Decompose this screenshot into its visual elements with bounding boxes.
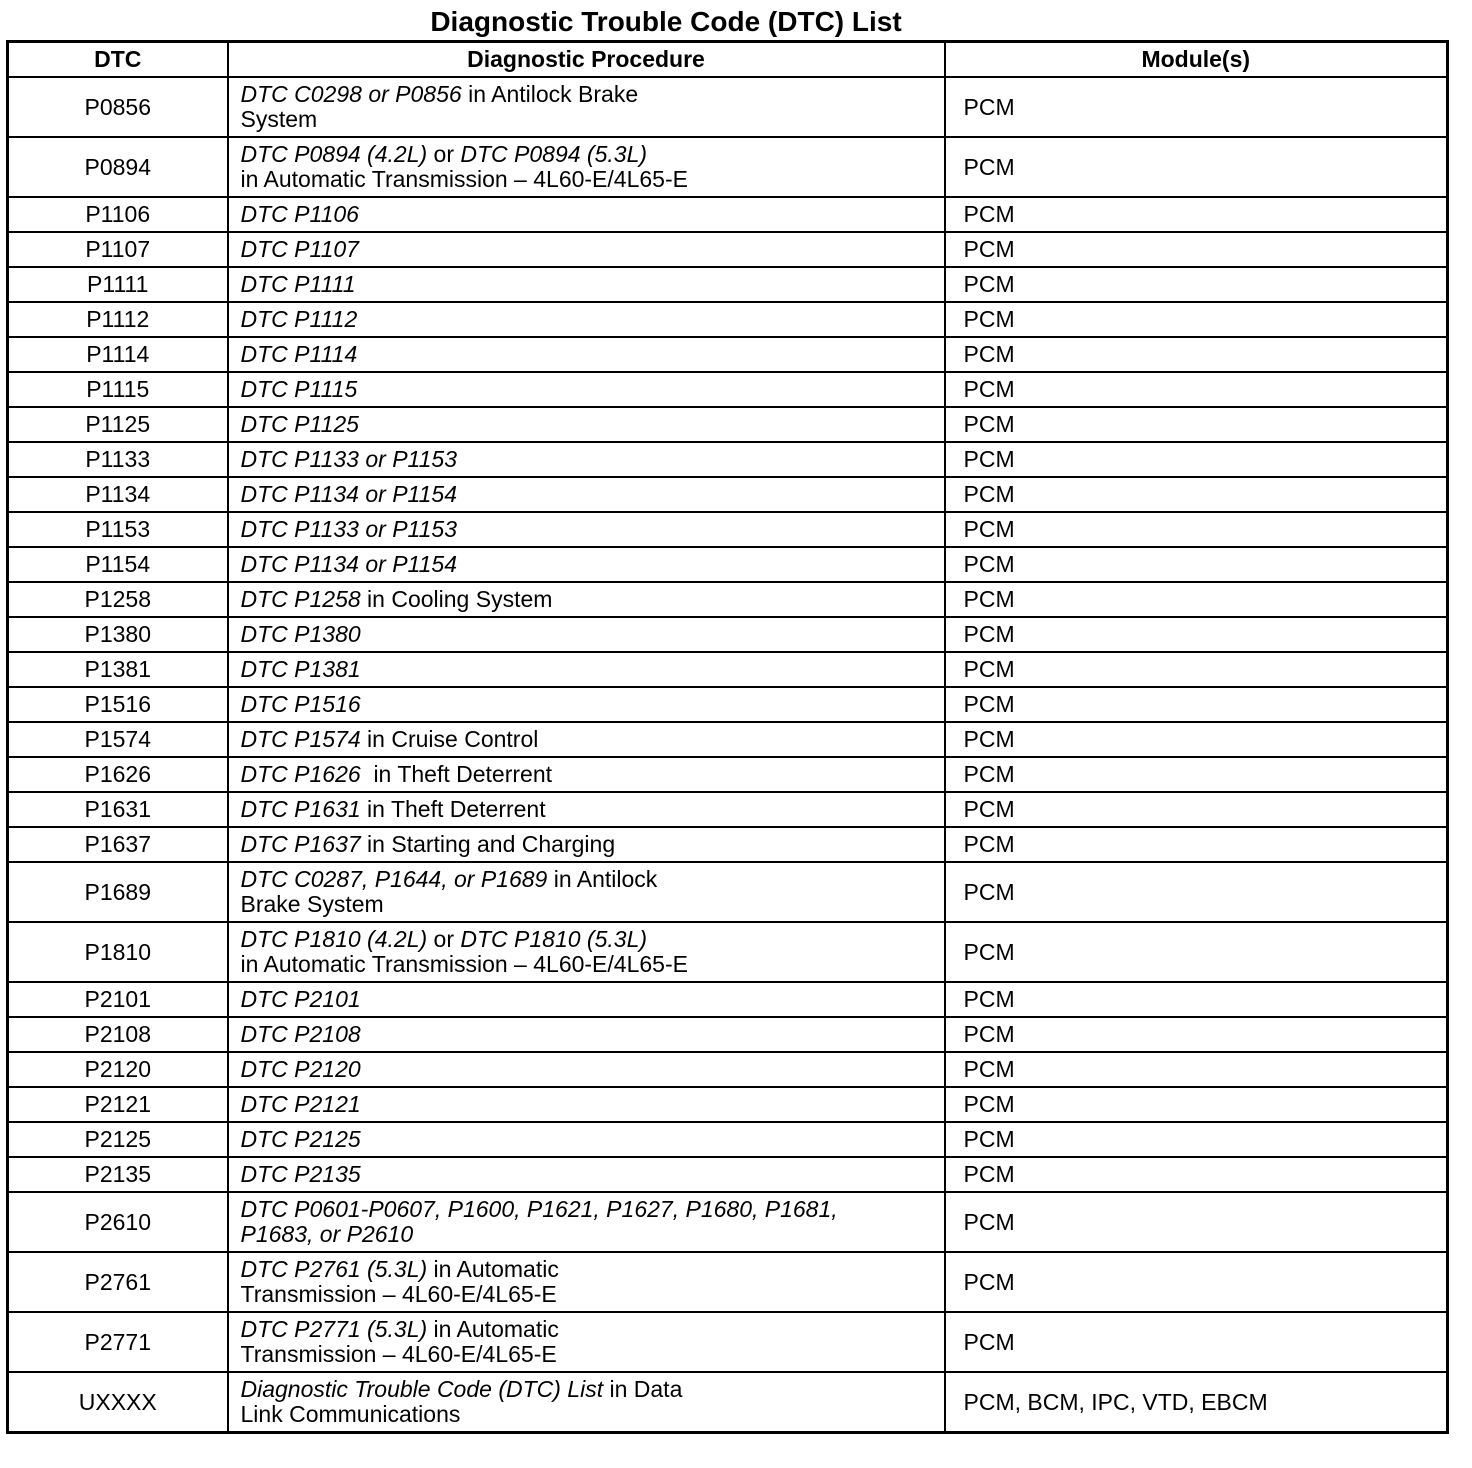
procedure-cell bbox=[228, 232, 945, 267]
procedure-text: Brake System bbox=[240, 891, 384, 917]
table-row bbox=[8, 1157, 1448, 1192]
modules-cell: PCM bbox=[945, 827, 1448, 862]
modules-cell: PCM bbox=[945, 477, 1448, 512]
procedure-text: Transmission – 4L60-E/4L65-E bbox=[240, 1341, 557, 1367]
page-title: Diagnostic Trouble Code (DTC) List bbox=[430, 6, 902, 37]
procedure-cell bbox=[228, 267, 945, 302]
procedure-text: in Antilock bbox=[547, 866, 658, 892]
procedure-reference-text: P1683, or P2610 bbox=[240, 1221, 414, 1247]
table-row bbox=[8, 512, 1448, 547]
dtc-code-cell: P1133 bbox=[8, 442, 228, 477]
dtc-code-cell: P1114 bbox=[8, 337, 228, 372]
table-row bbox=[8, 477, 1448, 512]
dtc-code-cell: P1153 bbox=[8, 512, 228, 547]
procedure-cell bbox=[228, 922, 945, 982]
modules-cell: PCM bbox=[945, 232, 1448, 267]
dtc-table bbox=[6, 40, 1449, 1434]
procedure-cell bbox=[228, 1087, 945, 1122]
procedure-reference-text: DTC P1810 (5.3L) bbox=[460, 926, 648, 952]
modules-cell: PCM bbox=[945, 982, 1448, 1017]
modules-cell: PCM bbox=[945, 687, 1448, 722]
procedure-reference-text: DTC P2101 bbox=[240, 986, 361, 1012]
procedure-cell bbox=[228, 1192, 945, 1252]
procedure-reference-text: DTC P2121 bbox=[240, 1091, 361, 1117]
procedure-cell bbox=[228, 302, 945, 337]
dtc-code-cell: P2121 bbox=[8, 1087, 228, 1122]
procedure-cell bbox=[228, 372, 945, 407]
table-row bbox=[8, 77, 1448, 137]
procedure-reference-text: DTC P2125 bbox=[240, 1126, 361, 1152]
procedure-text: in Automatic bbox=[427, 1316, 559, 1342]
table-row bbox=[8, 407, 1448, 442]
dtc-code-cell: P0894 bbox=[8, 137, 228, 197]
modules-cell: PCM bbox=[945, 1312, 1448, 1372]
procedure-cell bbox=[228, 617, 945, 652]
dtc-code-cell: UXXXX bbox=[8, 1372, 228, 1433]
modules-cell: PCM bbox=[945, 267, 1448, 302]
procedure-cell bbox=[228, 722, 945, 757]
dtc-code-cell: P0856 bbox=[8, 77, 228, 137]
table-row bbox=[8, 1252, 1448, 1312]
procedure-cell bbox=[228, 757, 945, 792]
table-row bbox=[8, 372, 1448, 407]
table-row bbox=[8, 137, 1448, 197]
modules-cell: PCM bbox=[945, 1122, 1448, 1157]
procedure-reference-text: DTC P1125 bbox=[240, 411, 359, 437]
procedure-reference-text: DTC P1631 bbox=[240, 796, 361, 822]
procedure-reference-text: DTC P1107 bbox=[240, 236, 359, 262]
procedure-cell bbox=[228, 137, 945, 197]
procedure-cell bbox=[228, 77, 945, 137]
table-row bbox=[8, 862, 1448, 922]
procedure-cell bbox=[228, 1372, 945, 1433]
procedure-text: Transmission – 4L60-E/4L65-E bbox=[240, 1281, 557, 1307]
procedure-text: in Antilock Brake bbox=[461, 81, 639, 107]
procedure-cell bbox=[228, 1017, 945, 1052]
procedure-cell bbox=[228, 512, 945, 547]
table-row bbox=[8, 617, 1448, 652]
dtc-code-cell: P1125 bbox=[8, 407, 228, 442]
modules-cell: PCM bbox=[945, 792, 1448, 827]
header-modules: Module(s) bbox=[945, 42, 1448, 78]
procedure-cell bbox=[228, 1252, 945, 1312]
procedure-cell bbox=[228, 442, 945, 477]
procedure-cell bbox=[228, 477, 945, 512]
modules-cell: PCM bbox=[945, 512, 1448, 547]
table-row bbox=[8, 1052, 1448, 1087]
procedure-text: in Starting and Charging bbox=[360, 831, 616, 857]
procedure-cell bbox=[228, 337, 945, 372]
procedure-text: in Cruise Control bbox=[360, 726, 539, 752]
procedure-cell bbox=[228, 197, 945, 232]
dtc-code-cell: P1154 bbox=[8, 547, 228, 582]
procedure-text: in Automatic Transmission – 4L60-E/4L65-E bbox=[240, 166, 688, 192]
modules-cell: PCM bbox=[945, 372, 1448, 407]
modules-cell: PCM bbox=[945, 757, 1448, 792]
table-row bbox=[8, 302, 1448, 337]
procedure-reference-text: DTC P1115 bbox=[240, 376, 358, 402]
procedure-reference-text: DTC P1112 bbox=[240, 306, 358, 332]
dtc-code-cell: P1626 bbox=[8, 757, 228, 792]
dtc-code-cell: P2120 bbox=[8, 1052, 228, 1087]
modules-cell: PCM bbox=[945, 652, 1448, 687]
dtc-code-cell: P2761 bbox=[8, 1252, 228, 1312]
table-row bbox=[8, 1087, 1448, 1122]
procedure-reference-text: DTC P1134 or P1154 bbox=[240, 481, 457, 507]
procedure-reference-text: DTC P1134 or P1154 bbox=[240, 551, 457, 577]
modules-cell: PCM bbox=[945, 1052, 1448, 1087]
dtc-code-cell: P1810 bbox=[8, 922, 228, 982]
procedure-reference-text: DTC P2771 (5.3L) bbox=[240, 1316, 428, 1342]
procedure-cell bbox=[228, 1312, 945, 1372]
procedure-reference-text: DTC P1111 bbox=[240, 271, 356, 297]
procedure-cell bbox=[228, 652, 945, 687]
procedure-reference-text: DTC P1381 bbox=[240, 656, 361, 682]
modules-cell: PCM bbox=[945, 862, 1448, 922]
procedure-cell bbox=[228, 1122, 945, 1157]
procedure-reference-text: DTC P1810 (4.2L) bbox=[240, 926, 428, 952]
procedure-text: or bbox=[427, 141, 461, 167]
dtc-code-cell: P1689 bbox=[8, 862, 228, 922]
dtc-code-cell: P1106 bbox=[8, 197, 228, 232]
procedure-cell bbox=[228, 407, 945, 442]
modules-cell: PCM, BCM, IPC, VTD, EBCM bbox=[945, 1372, 1448, 1433]
modules-cell: PCM bbox=[945, 617, 1448, 652]
procedure-text: in Cooling System bbox=[360, 586, 553, 612]
procedure-reference-text: DTC P0894 (4.2L) bbox=[240, 141, 428, 167]
procedure-cell bbox=[228, 827, 945, 862]
procedure-reference-text: DTC P1380 bbox=[240, 621, 361, 647]
table-row bbox=[8, 337, 1448, 372]
procedure-cell bbox=[228, 1052, 945, 1087]
modules-cell: PCM bbox=[945, 1017, 1448, 1052]
procedure-reference-text: DTC P2108 bbox=[240, 1021, 361, 1047]
table-row bbox=[8, 1312, 1448, 1372]
procedure-cell bbox=[228, 582, 945, 617]
procedure-reference-text: DTC P1574 bbox=[240, 726, 361, 752]
table-row bbox=[8, 1122, 1448, 1157]
table-row bbox=[8, 582, 1448, 617]
procedure-text: in Automatic bbox=[427, 1256, 559, 1282]
dtc-code-cell: P1631 bbox=[8, 792, 228, 827]
modules-cell: PCM bbox=[945, 582, 1448, 617]
dtc-code-cell: P2125 bbox=[8, 1122, 228, 1157]
modules-cell: PCM bbox=[945, 407, 1448, 442]
procedure-reference-text: DTC P2761 (5.3L) bbox=[240, 1256, 428, 1282]
procedure-reference-text: DTC P1626 bbox=[240, 761, 361, 787]
procedure-cell bbox=[228, 1157, 945, 1192]
procedure-cell bbox=[228, 982, 945, 1017]
table-row bbox=[8, 922, 1448, 982]
table-body bbox=[8, 77, 1448, 1433]
dtc-code-cell: P1516 bbox=[8, 687, 228, 722]
table-row bbox=[8, 442, 1448, 477]
dtc-code-cell: P1380 bbox=[8, 617, 228, 652]
procedure-reference-text: DTC C0298 or P0856 bbox=[240, 81, 462, 107]
procedure-cell bbox=[228, 687, 945, 722]
procedure-reference-text: DTC P0894 (5.3L) bbox=[460, 141, 648, 167]
dtc-code-cell: P2108 bbox=[8, 1017, 228, 1052]
table-row bbox=[8, 827, 1448, 862]
dtc-code-cell: P1381 bbox=[8, 652, 228, 687]
procedure-reference-text: DTC P1133 or P1153 bbox=[240, 516, 457, 542]
procedure-reference-text: DTC P1106 bbox=[240, 201, 359, 227]
modules-cell: PCM bbox=[945, 1252, 1448, 1312]
modules-cell: PCM bbox=[945, 922, 1448, 982]
dtc-code-cell: P1134 bbox=[8, 477, 228, 512]
table-row bbox=[8, 722, 1448, 757]
dtc-code-cell: P2135 bbox=[8, 1157, 228, 1192]
modules-cell: PCM bbox=[945, 1087, 1448, 1122]
procedure-text: in Data bbox=[603, 1376, 683, 1402]
procedure-text: or bbox=[427, 926, 461, 952]
dtc-code-cell: P1107 bbox=[8, 232, 228, 267]
modules-cell: PCM bbox=[945, 197, 1448, 232]
table-row bbox=[8, 757, 1448, 792]
procedure-reference-text: DTC P1637 bbox=[240, 831, 361, 857]
modules-cell: PCM bbox=[945, 302, 1448, 337]
dtc-code-cell: P2101 bbox=[8, 982, 228, 1017]
procedure-reference-text: DTC P2135 bbox=[240, 1161, 361, 1187]
table-row bbox=[8, 267, 1448, 302]
procedure-reference-text: DTC P0601-P0607, P1600, P1621, P1627, P1680, P1681, bbox=[240, 1196, 838, 1222]
dtc-code-cell: P1258 bbox=[8, 582, 228, 617]
table-row bbox=[8, 652, 1448, 687]
modules-cell: PCM bbox=[945, 137, 1448, 197]
table-row bbox=[8, 1192, 1448, 1252]
dtc-code-cell: P1637 bbox=[8, 827, 228, 862]
table-row bbox=[8, 687, 1448, 722]
header-dtc: DTC bbox=[8, 42, 228, 78]
dtc-code-cell: P2610 bbox=[8, 1192, 228, 1252]
table-row bbox=[8, 197, 1448, 232]
table-row bbox=[8, 1372, 1448, 1433]
modules-cell: PCM bbox=[945, 547, 1448, 582]
dtc-code-cell: P1112 bbox=[8, 302, 228, 337]
procedure-cell bbox=[228, 792, 945, 827]
procedure-cell bbox=[228, 547, 945, 582]
procedure-text: in Theft Deterrent bbox=[360, 796, 546, 822]
table-row bbox=[8, 1017, 1448, 1052]
modules-cell: PCM bbox=[945, 337, 1448, 372]
procedure-reference-text: DTC P2120 bbox=[240, 1056, 361, 1082]
procedure-reference-text: DTC P1133 or P1153 bbox=[240, 446, 457, 472]
procedure-text: in Theft Deterrent bbox=[360, 761, 553, 787]
modules-cell: PCM bbox=[945, 1192, 1448, 1252]
modules-cell: PCM bbox=[945, 442, 1448, 477]
dtc-code-cell: P1574 bbox=[8, 722, 228, 757]
procedure-text: Link Communications bbox=[240, 1401, 461, 1427]
dtc-code-cell: P1115 bbox=[8, 372, 228, 407]
table-row bbox=[8, 547, 1448, 582]
procedure-text: System bbox=[240, 106, 318, 132]
procedure-text: in Automatic Transmission – 4L60-E/4L65-E bbox=[240, 951, 688, 977]
procedure-reference-text: DTC C0287, P1644, or P1689 bbox=[240, 866, 548, 892]
table-row bbox=[8, 232, 1448, 267]
dtc-code-cell: P2771 bbox=[8, 1312, 228, 1372]
modules-cell: PCM bbox=[945, 77, 1448, 137]
procedure-reference-text: DTC P1258 bbox=[240, 586, 361, 612]
table-row bbox=[8, 792, 1448, 827]
procedure-reference-text: DTC P1114 bbox=[240, 341, 358, 367]
modules-cell: PCM bbox=[945, 1157, 1448, 1192]
modules-cell: PCM bbox=[945, 722, 1448, 757]
table-row bbox=[8, 982, 1448, 1017]
procedure-reference-text: DTC P1516 bbox=[240, 691, 361, 717]
dtc-code-cell: P1111 bbox=[8, 267, 228, 302]
header-row bbox=[8, 42, 1448, 78]
procedure-reference-text: Diagnostic Trouble Code (DTC) List bbox=[240, 1376, 604, 1402]
procedure-cell bbox=[228, 862, 945, 922]
header-procedure: Diagnostic Procedure bbox=[228, 42, 945, 78]
